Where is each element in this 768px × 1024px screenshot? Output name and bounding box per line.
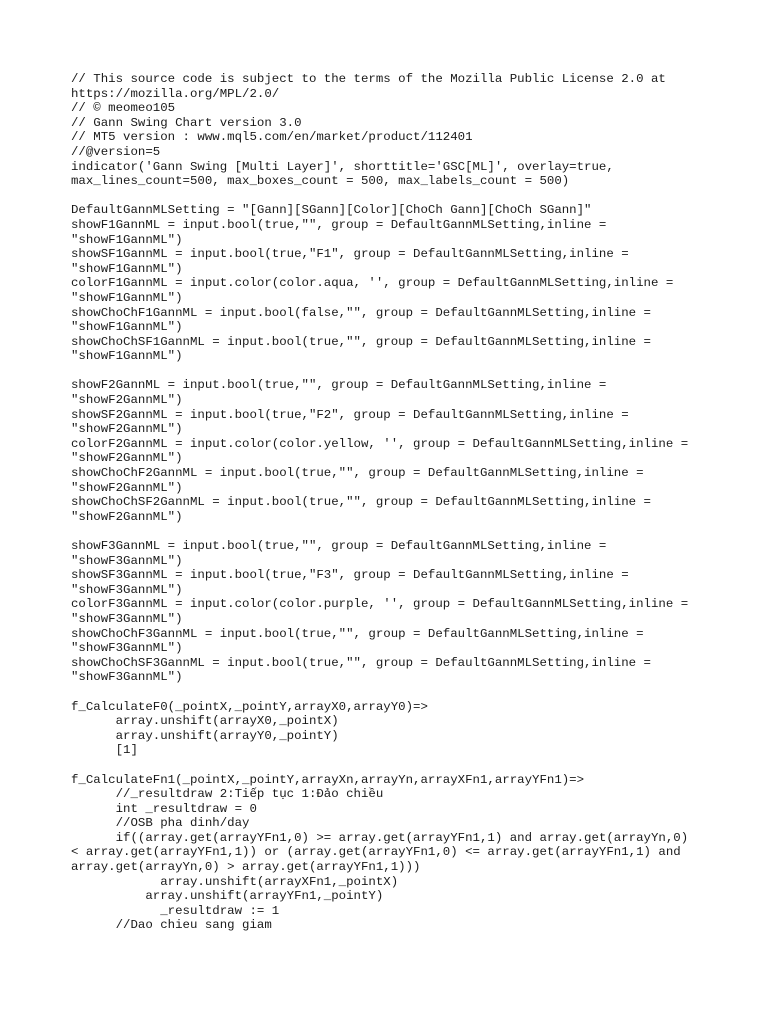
code-line: // MT5 version : www.mql5.com/en/market/product/112401 <box>71 130 473 145</box>
code-line: [1] <box>71 743 138 758</box>
code-line <box>71 758 711 773</box>
code-line: "showF2GannML") <box>71 480 183 495</box>
code-line: "showF3GannML") <box>71 553 183 568</box>
code-line: "showF2GannML") <box>71 393 183 408</box>
code-line: "showF2GannML") <box>71 422 183 437</box>
source-code-block <box>71 72 711 933</box>
code-line: colorF3GannML = input.color(color.purple, '', group = DefaultGannMLSetting,inline = <box>71 597 689 612</box>
code-line: showF2GannML = input.bool(true,"", group = DefaultGannMLSetting,inline = <box>71 378 607 393</box>
code-line: "showF3GannML") <box>71 641 183 656</box>
code-line <box>71 189 711 204</box>
code-line: f_CalculateF0(_pointX,_pointY,arrayX0,arrayY0)=> <box>71 699 428 714</box>
code-line: colorF1GannML = input.color(color.aqua, '', group = DefaultGannMLSetting,inline = <box>71 276 674 291</box>
code-line: "showF2GannML") <box>71 451 183 466</box>
code-line: showF3GannML = input.bool(true,"", group = DefaultGannMLSetting,inline = <box>71 539 607 553</box>
code-line: "showF1GannML") <box>71 349 183 364</box>
code-line: "showF2GannML") <box>71 509 183 524</box>
code-line: < array.get(arrayYFn1,1)) or (array.get(arrayYFn1,0) <= array.get(arrayYFn1,1) and <box>71 845 681 860</box>
code-line: "showF3GannML") <box>71 670 183 685</box>
code-line: array.get(arrayYn,0) > array.get(arrayYFn1,1))) <box>71 860 421 875</box>
code-line: array.unshift(arrayXFn1,_pointX) <box>71 874 399 889</box>
code-line <box>71 524 711 539</box>
code-line: showChoChSF2GannML = input.bool(true,"", group = DefaultGannMLSetting,inline = <box>71 495 651 510</box>
code-line: showChoChSF3GannML = input.bool(true,"", group = DefaultGannMLSetting,inline = <box>71 655 651 670</box>
code-line: indicator('Gann Swing [Multi Layer]', shorttitle='GSC[ML]', overlay=true, <box>71 159 614 174</box>
code-line: // This source code is subject to the terms of the Mozilla Public License 2.0 at <box>71 72 666 86</box>
code-line: // Gann Swing Chart version 3.0 <box>71 115 302 130</box>
code-line: _resultdraw := 1 <box>71 903 280 918</box>
code-line: //_resultdraw 2:Tiếp tục 1:Đảo chiều <box>71 787 384 802</box>
code-line: "showF1GannML") <box>71 261 183 276</box>
code-line: f_CalculateFn1(_pointX,_pointY,arrayXn,arrayYn,arrayXFn1,arrayYFn1)=> <box>71 772 585 787</box>
code-line: "showF3GannML") <box>71 611 183 626</box>
code-line: array.unshift(arrayY0,_pointY) <box>71 728 339 743</box>
code-line: showChoChSF1GannML = input.bool(true,"", group = DefaultGannMLSetting,inline = <box>71 334 651 349</box>
code-line: array.unshift(arrayYFn1,_pointY) <box>71 889 384 904</box>
code-line: array.unshift(arrayX0,_pointX) <box>71 714 339 729</box>
code-line: "showF1GannML") <box>71 232 183 247</box>
code-line: "showF3GannML") <box>71 582 183 597</box>
code-line: //OSB pha dinh/day <box>71 816 250 831</box>
code-line: showSF1GannML = input.bool(true,"F1", group = DefaultGannMLSetting,inline = <box>71 247 629 262</box>
code-line: int _resultdraw = 0 <box>71 801 257 816</box>
code-line: "showF1GannML") <box>71 290 183 305</box>
code-line: //Dao chieu sang giam <box>71 918 272 933</box>
code-line: showChoChF1GannML = input.bool(false,"", group = DefaultGannMLSetting,inline = <box>71 305 651 320</box>
code-line: showChoChF2GannML = input.bool(true,"", group = DefaultGannMLSetting,inline = <box>71 466 644 481</box>
code-line: colorF2GannML = input.color(color.yellow, '', group = DefaultGannMLSetting,inline = <box>71 436 689 451</box>
code-line: showChoChF3GannML = input.bool(true,"", group = DefaultGannMLSetting,inline = <box>71 626 644 641</box>
code-line: // © meomeo105 <box>71 101 176 116</box>
code-line: "showF1GannML") <box>71 320 183 335</box>
code-line: max_lines_count=500, max_boxes_count = 500, max_labels_count = 500) <box>71 174 570 189</box>
code-line: showSF3GannML = input.bool(true,"F3", group = DefaultGannMLSetting,inline = <box>71 568 629 583</box>
code-line: https://mozilla.org/MPL/2.0/ <box>71 86 280 101</box>
code-line: DefaultGannMLSetting = "[Gann][SGann][Color][ChoCh Gann][ChoCh SGann]" <box>71 203 592 218</box>
code-line: showF1GannML = input.bool(true,"", group = DefaultGannMLSetting,inline = <box>71 217 607 232</box>
code-line: if((array.get(arrayYFn1,0) >= array.get(arrayYFn1,1) and array.get(arrayYn,0) <box>71 830 689 845</box>
code-line <box>71 685 711 700</box>
code-line: showSF2GannML = input.bool(true,"F2", group = DefaultGannMLSetting,inline = <box>71 407 629 422</box>
code-line: //@version=5 <box>71 144 161 159</box>
code-line <box>71 364 711 379</box>
